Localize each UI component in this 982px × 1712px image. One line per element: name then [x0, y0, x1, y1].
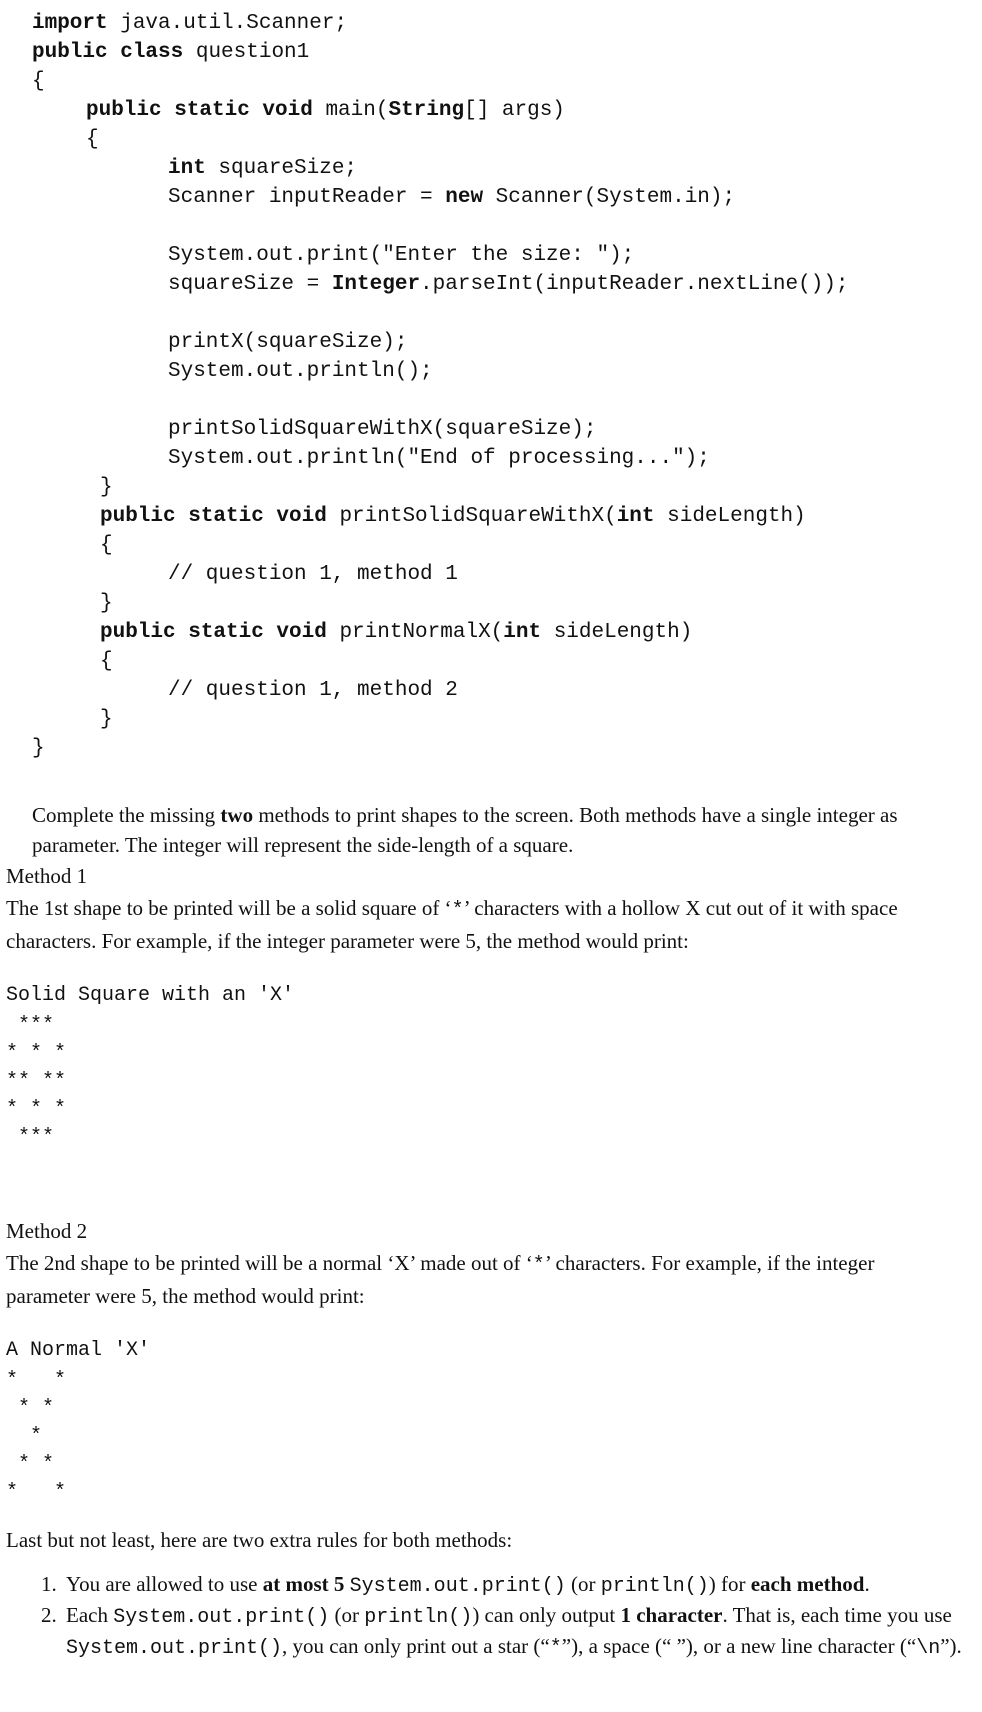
output-line: * * [6, 1453, 55, 1476]
rule2-newline: \n [916, 1637, 941, 1660]
code-text: } [100, 708, 113, 731]
code-line [32, 68, 45, 96]
code-line [168, 445, 710, 473]
code-line [168, 329, 407, 357]
code-text: [] args) [464, 99, 565, 122]
rules-list [28, 1570, 982, 1663]
rule1-g: . [864, 1572, 870, 1596]
output-line: * [6, 1425, 43, 1448]
code-keyword: public static void [86, 99, 313, 122]
code-text: } [100, 476, 113, 499]
rule2-star: * [549, 1637, 562, 1660]
code-keyword: public static void [100, 505, 327, 528]
code-text: // question 1, method 1 [168, 563, 458, 586]
code-line [100, 706, 113, 734]
method2-desc-b: ’ characters. For example, if the integer parameter were 5, the method would print: [6, 1251, 875, 1308]
intro-text-2: methods to print shapes to the screen. Both methods have a single integer as parameter. The integer will represent the side-length of a square. [32, 803, 898, 857]
rule2-code3: System.out.print() [66, 1637, 283, 1660]
rule-1 [62, 1570, 982, 1601]
method1-description [6, 893, 950, 956]
code-line [32, 10, 347, 38]
code-line [168, 677, 458, 705]
rule-2 [62, 1601, 982, 1663]
code-line [86, 97, 565, 125]
code-line [100, 619, 692, 647]
code-text: System.out.println(); [168, 360, 433, 383]
code-text: printSolidSquareWithX( [326, 505, 617, 528]
code-line [100, 503, 806, 531]
rule1-d: (or [565, 1572, 601, 1596]
output-line: *** [6, 1126, 55, 1149]
output-line: * * [6, 1397, 55, 1420]
method1-desc-a: The 1st shape to be printed will be a solid square of ‘ [6, 896, 452, 920]
code-text: printSolidSquareWithX(squareSize); [168, 418, 597, 441]
method2-desc-a: The 2nd shape to be printed will be a normal ‘X’ made out of ‘ [6, 1251, 533, 1275]
code-text: sideLength) [541, 621, 693, 644]
code-line [168, 561, 458, 589]
code-text: { [86, 128, 99, 151]
code-text: squareSize = [168, 273, 332, 296]
rule2-h: ”). [940, 1634, 962, 1658]
code-line [168, 416, 596, 444]
code-text: System.out.println("End of processing..."); [168, 447, 710, 470]
code-text: // question 1, method 2 [168, 679, 458, 702]
method1-desc-star: * [451, 899, 464, 922]
code-line [168, 155, 357, 183]
code-text: Scanner(System.in); [483, 186, 736, 209]
rule2-g: ”), a space (“ ”), or a new line character (“ [561, 1634, 917, 1658]
method1-desc-b: ’ characters with a hollow X cut out of it with space characters. For example, if the integer parameter were 5, the method would print: [6, 896, 898, 953]
code-text: { [100, 650, 113, 673]
rule2-b: (or [329, 1603, 365, 1627]
output-line: * * * [6, 1098, 67, 1121]
output-line: * * [6, 1481, 67, 1504]
method1-heading: Method 1 [6, 864, 88, 888]
code-line [100, 590, 113, 618]
rule2-c: ) can only output [472, 1603, 621, 1627]
method2-heading: Method 2 [6, 1219, 88, 1243]
method1-output-title: Solid Square with an 'X' [6, 984, 295, 1007]
method2-output-title: A Normal 'X' [6, 1339, 151, 1362]
rule1-a: You are allowed to use [66, 1572, 263, 1596]
output-line: * * * [6, 1042, 67, 1065]
rule2-code2: println() [364, 1606, 473, 1629]
rule1-b: at most 5 [262, 1572, 345, 1596]
code-line [100, 648, 113, 676]
intro-bold: two [220, 803, 254, 827]
code-keyword: new [445, 186, 484, 209]
rules-intro: Last but not least, here are two extra rules for both methods: [6, 1528, 513, 1552]
code-line [100, 532, 113, 560]
code-text: { [32, 70, 45, 93]
code-text: { [100, 534, 113, 557]
code-line [168, 242, 634, 270]
code-text: System.out.print("Enter the size: "); [168, 244, 635, 267]
rule1-code2: println() [600, 1575, 709, 1598]
code-keyword: import [32, 12, 108, 35]
rule2-a: Each [66, 1603, 114, 1627]
intro-text-1: Complete the missing [32, 803, 221, 827]
code-text: printNormalX( [326, 621, 504, 644]
code-keyword: public static void [100, 621, 327, 644]
code-keyword: Integer [331, 273, 421, 296]
code-text: squareSize; [205, 157, 358, 180]
code-text: } [100, 592, 113, 615]
code-text: sideLength) [654, 505, 806, 528]
rule2-d: 1 character [620, 1603, 723, 1627]
output-line: ** ** [6, 1070, 67, 1093]
code-line [168, 271, 849, 299]
method2-description [6, 1248, 950, 1311]
intro-paragraph [32, 800, 950, 860]
rule2-code1: System.out.print() [113, 1606, 330, 1629]
code-text: java.util.Scanner; [107, 12, 348, 35]
code-text: printX(squareSize); [168, 331, 408, 354]
code-text: main( [312, 99, 389, 122]
code-line [32, 39, 309, 67]
output-line: *** [6, 1014, 55, 1037]
code-keyword: public class [32, 41, 184, 64]
code-text: Scanner inputReader = [168, 186, 446, 209]
code-keyword: int [616, 505, 655, 528]
code-line [168, 358, 433, 386]
code-line [100, 474, 113, 502]
code-line [32, 735, 45, 763]
code-keyword: String [388, 99, 465, 122]
rule1-code1: System.out.print() [349, 1575, 566, 1598]
rule2-f: , you can only print out a star (“ [282, 1634, 550, 1658]
code-text: .parseInt(inputReader.nextLine()); [420, 273, 849, 296]
code-text: } [32, 737, 45, 760]
code-keyword: int [168, 157, 206, 180]
rule2-e: . That is, each time you use [722, 1603, 952, 1627]
code-text: question1 [183, 41, 310, 64]
code-line [168, 184, 735, 212]
method2-desc-star: * [532, 1254, 545, 1277]
rule1-e: ) for [708, 1572, 751, 1596]
output-line: * * [6, 1369, 67, 1392]
code-keyword: int [503, 621, 542, 644]
code-line [86, 126, 99, 154]
rule1-f: each method [750, 1572, 865, 1596]
